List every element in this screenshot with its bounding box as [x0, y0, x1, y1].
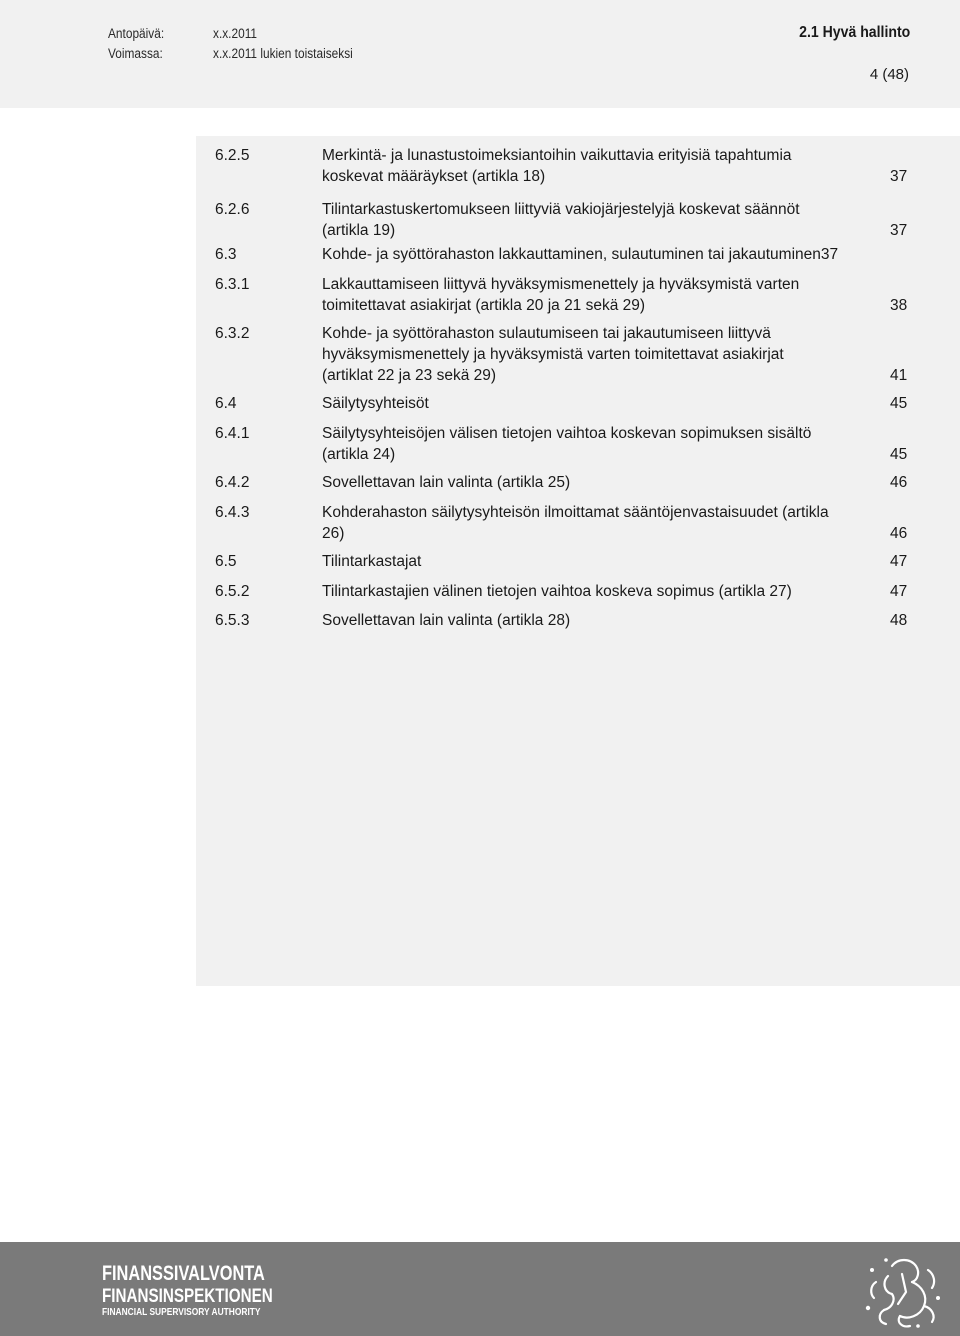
toc-entry-number: 6.4.3 [215, 504, 250, 521]
logo-line-english: FINANCIAL SUPERVISORY AUTHORITY [102, 1306, 261, 1318]
toc-entry-title [322, 323, 867, 386]
toc-entry-page: 46 [890, 474, 908, 491]
toc-entry-page: 46 [890, 525, 908, 542]
toc-entry-title-line: Tilintarkastajat [322, 553, 422, 570]
toc-entry-page: 45 [890, 395, 908, 412]
toc-entry-title [322, 423, 867, 465]
toc-entry-page: 41 [890, 367, 908, 384]
toc-entry-title [322, 244, 867, 265]
toc-entry-number: 6.3.1 [215, 276, 250, 293]
toc-entry-title-line: Sovellettavan lain valinta (artikla 25) [322, 474, 571, 491]
toc-entry-title [322, 472, 867, 493]
toc-entry-number: 6.5.2 [215, 583, 250, 600]
toc-entry-title-line: (artikla 24) [322, 446, 396, 463]
antopaiva-label: Antopäivä: [108, 26, 165, 41]
toc-entry-page: 37 [890, 168, 908, 185]
toc-entry-title-line: (artiklat 22 ja 23 sekä 29) [322, 367, 497, 384]
toc-entry-title-line: Merkintä- ja lunastustoimeksiantoihin vaikuttavia erityisiä tapahtumia [322, 147, 792, 164]
toc-entry-title [322, 145, 867, 187]
toc-entry-number: 6.4.2 [215, 474, 250, 491]
voimassa-label: Voimassa: [108, 46, 163, 61]
toc-entry-title-line: Kohderahaston säilytysyhteisön ilmoittamat sääntöjenvastaisuudet (artikla [322, 504, 829, 521]
toc-entry-title [322, 274, 867, 316]
toc-entry-title [322, 393, 867, 414]
toc-entry-page: 37 [890, 222, 908, 239]
toc-entry-title-line: koskevat määräykset (artikla 18) [322, 168, 546, 185]
toc-entry-page: 45 [890, 446, 908, 463]
section-title: 2.1 Hyvä hallinto [798, 24, 910, 41]
toc-entry-number: 6.4 [215, 395, 237, 412]
toc-entry-title [322, 199, 867, 241]
toc-entry-number: 6.2.5 [215, 147, 250, 164]
toc-entry-title [322, 551, 867, 572]
toc-entry-title [322, 581, 867, 602]
toc-entry-number: 6.2.6 [215, 201, 250, 218]
logo-line-finnish: FINANSSIVALVONTA [102, 1262, 265, 1285]
toc-entry-title-line: Säilytysyhteisöjen välisen tietojen vaihtoa koskevan sopimuksen sisältö [322, 425, 812, 442]
toc-entry-title-line: Lakkauttamiseen liittyvä hyväksymismenettely ja hyväksymistä varten [322, 276, 800, 293]
toc-entry-page: 37 [820, 246, 839, 263]
toc-entry-title-line: Sovellettavan lain valinta (artikla 28) [322, 612, 571, 629]
antopaiva-value: x.x.2011 [213, 26, 258, 41]
toc-entry-title-line: Tilintarkastajien välinen tietojen vaihtoa koskeva sopimus (artikla 27) [322, 583, 792, 600]
toc-entry-page: 47 [890, 553, 908, 570]
toc-entry-number: 6.3 [215, 246, 237, 263]
toc-entry-page: 47 [890, 583, 908, 600]
toc-entry-title [322, 610, 867, 631]
toc-entry-number: 6.3.2 [215, 325, 250, 342]
toc-entry-title-line: hyväksymismenettely ja hyväksymistä varten toimitettavat asiakirjat [322, 346, 784, 363]
toc-entry-title-line: Tilintarkastuskertomukseen liittyviä vakiojärjestelyjä koskevat säännöt [322, 201, 800, 218]
toc-entry-title-line: Kohde- ja syöttörahaston sulautumiseen tai jakautumiseen liittyvä [322, 325, 771, 342]
logo-line-swedish: FINANSINSPEKTIONEN [102, 1285, 273, 1307]
toc-entry-title-line: Kohde- ja syöttörahaston lakkauttaminen, sulautuminen tai jakautuminen37 [322, 246, 839, 263]
lion-crest-icon [862, 1252, 944, 1332]
toc-entry-page: 48 [890, 612, 908, 629]
toc-entry-title-line: (artikla 19) [322, 222, 396, 239]
toc-entry-title-line: 26) [322, 525, 345, 542]
toc-entry-title-line: toimitettavat asiakirjat (artikla 20 ja 21 sekä 29) [322, 297, 646, 314]
toc-entry-page: 38 [890, 297, 908, 314]
toc-entry-number: 6.5.3 [215, 612, 250, 629]
toc-entry-number: 6.5 [215, 553, 237, 570]
toc-entry-title-line: Säilytysyhteisöt [322, 395, 429, 412]
toc-entry-number: 6.4.1 [215, 425, 250, 442]
toc-entry-title [322, 502, 867, 544]
voimassa-value: x.x.2011 lukien toistaiseksi [213, 46, 353, 61]
page-number: 4 (48) [869, 66, 909, 83]
